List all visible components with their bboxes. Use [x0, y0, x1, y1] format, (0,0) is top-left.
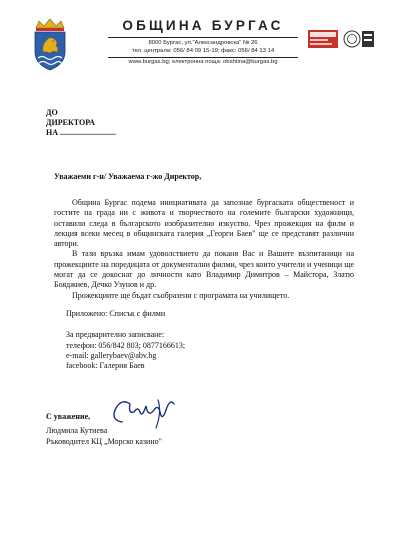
- signer-name: Людмила Кутиева: [46, 426, 108, 435]
- city-crest-icon: [28, 18, 72, 72]
- salutation: Уважаеми г-н/ Уважаема г-жо Директор,: [54, 172, 202, 181]
- letterhead-divider: [108, 37, 298, 38]
- attachment-note: Приложено: Списък с филми: [66, 309, 166, 318]
- recipient-line-2: ДИРЕКТОРА: [46, 118, 95, 127]
- signature-icon: [100, 392, 190, 432]
- org-name: ОБЩИНА БУРГАС: [122, 18, 284, 33]
- letterhead-divider-2: [108, 57, 298, 58]
- recipient-line-1: ДО: [46, 108, 58, 117]
- contact-facebook: facebook: Галерия Баев: [66, 361, 145, 370]
- letterhead-address: 8000 Бургас, ул."Александровска" № 26: [148, 40, 258, 46]
- contact-email: e-mail: gallerybaev@abv.bg: [66, 351, 157, 360]
- certification-badges-icon: [306, 28, 376, 50]
- signer-title: Ръководител КЦ „Морско казино": [46, 437, 162, 446]
- letter-body: [54, 198, 354, 301]
- body-paragraph-1: Община Бургас подема инициативата да запознае бургаската общественост и гостите на града ни с живота и творчеството на големите български художници, оставили следа в българското изобразително изкуство. Чрез прожекция на филм и лекция всеки месец в общинската галерия „Георги Баев" ще се представят различни автори.: [54, 198, 354, 249]
- letterhead-web-email: www.burgas.bg; електронна поща: obshtina@burgas.bg: [128, 59, 278, 65]
- body-paragraph-2: В тази връзка имам удоволствието да поканя Вас и Вашите възпитаници на прожекциите на поредицата от документални филми, чрез които учители и ученици ще могат да се докоснат до личности като Владимир Димитров – Майстора, Златю Бояджиев, Дечко Узунов и др.: [54, 249, 354, 290]
- contact-phone: телефон: 056/842 803; 0877166613;: [66, 341, 186, 350]
- body-paragraph-3: Прожекциите ще бъдат съобразени с програмата на училището.: [72, 290, 290, 300]
- closing: С уважение,: [46, 412, 91, 421]
- recipient-line-3: НА ............................: [46, 128, 116, 137]
- contact-heading: За предварително записване:: [66, 330, 165, 339]
- letterhead-phones: тел. централа: 056/ 84 09 15-19; факс: 056/ 84 13 14: [131, 48, 275, 54]
